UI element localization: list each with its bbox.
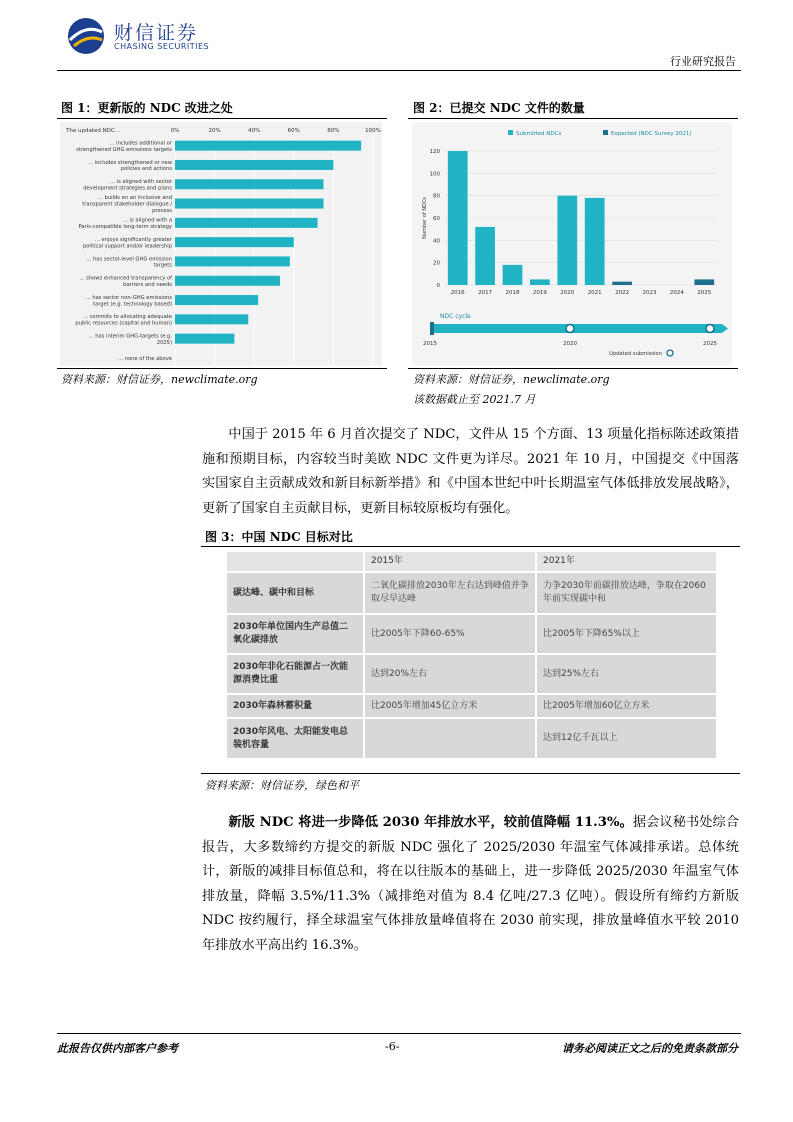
fig2-title: 图 2：已提交 NDC 文件的数量 <box>413 101 585 115</box>
table-row <box>227 572 716 614</box>
fig1-category-label: ... builds on an inclusive and transparent stakeholder dialogue / process <box>82 195 172 214</box>
fig2-legend-label: Expected (NDC Survey 2021) <box>611 131 692 137</box>
brand-logo <box>66 16 106 56</box>
brand-name-en: CHASING SECURITIES <box>114 42 210 51</box>
table-row <box>227 654 716 694</box>
table-cell: 达到25%左右 <box>536 654 716 694</box>
fig1-bottom-rule <box>57 368 387 369</box>
fig2-x-tick: 2021 <box>587 290 602 296</box>
fig2-bar <box>585 198 605 285</box>
fig1-bar <box>175 218 318 228</box>
fig2-y-tick: 60 <box>433 216 440 222</box>
fig1-category-label: ... none of the above <box>118 355 172 362</box>
fig2-y-tick: 20 <box>433 260 440 267</box>
fig2-x-tick: 2019 <box>532 290 547 296</box>
gear-icon <box>706 325 714 333</box>
fig3-source: 资料来源：财信证券，绿色和平 <box>205 779 359 792</box>
fig1-title-rule <box>57 118 387 119</box>
fig2-x-tick: 2024 <box>669 290 684 296</box>
header-rule <box>57 70 741 71</box>
fig1-title: 图 1：更新版的 NDC 改进之处 <box>61 101 233 115</box>
logo-icon <box>66 16 106 56</box>
gear-icon <box>566 325 574 333</box>
fig3-title: 图 3：中国 NDC 目标对比 <box>205 530 353 544</box>
fig2-x-tick: 2022 <box>615 290 630 296</box>
fig2-timeline-tick: 2015 <box>423 341 437 347</box>
table-header-row <box>227 552 716 572</box>
paragraph-2 <box>202 811 739 958</box>
fig2-bottom-rule <box>408 368 738 369</box>
fig3-title-rule <box>201 546 740 547</box>
fig2-legend-swatch <box>508 130 513 135</box>
table-cell: 达到12亿千瓦以上 <box>536 718 716 758</box>
table-header-cell: 2015年 <box>364 552 536 572</box>
table-cell: 比2005年下降65%以上 <box>536 614 716 654</box>
fig2-bar <box>612 282 632 285</box>
fig2-legend-swatch <box>603 130 608 135</box>
fig2-bar <box>557 196 577 285</box>
table-row-label: 2030年非化石能源占一次能源消费比重 <box>227 654 364 694</box>
fig1-x-tick: 100% <box>365 128 381 134</box>
fig2-x-tick: 2020 <box>560 290 575 296</box>
body-paragraph-2 <box>202 811 739 958</box>
paragraph-2-lead: 新版 NDC 将进一步降低 2030 年排放水平，较前值降幅 11.3%。 <box>228 815 633 830</box>
fig2-x-tick: 2023 <box>642 290 657 296</box>
fig2-y-axis-label: Number of NDCs <box>422 197 428 239</box>
body-paragraph-1 <box>202 423 739 521</box>
fig1-x-tick: 20% <box>208 128 221 134</box>
fig2-y-tick: 0 <box>436 283 440 289</box>
fig1-chart <box>60 122 382 366</box>
fig2-bar <box>694 279 714 285</box>
fig2-x-tick: 2016 <box>450 290 465 296</box>
fig2-timeline-start-marker <box>430 322 434 335</box>
fig2-legend-label: Submitted NDCs <box>516 131 562 137</box>
fig1-x-tick: 0% <box>170 128 180 134</box>
table-cell: 二氧化碳排放2030年左右达到峰值并争取尽早达峰 <box>364 572 536 614</box>
fig1-header-label: The updated NDC... <box>66 128 121 134</box>
page-number: -6- <box>385 1040 400 1053</box>
fig1-x-tick: 60% <box>287 128 300 134</box>
footer-rule <box>57 1033 741 1034</box>
fig2-timeline-tick: 2020 <box>563 341 577 347</box>
table-header-cell <box>227 552 364 572</box>
fig1-bar <box>175 179 324 189</box>
fig3-bottom-rule <box>201 773 740 774</box>
fig2-timeline-tick: 2025 <box>703 341 717 347</box>
gear-icon <box>667 350 673 356</box>
fig1-category-label: ... is aligned with sector development strategies and plans <box>83 179 172 192</box>
footer-disclaimer-right: 请务必阅读正文之后的免责条款部分 <box>562 1042 738 1055</box>
fig2-y-tick: 100 <box>429 171 440 178</box>
fig1-source: 资料来源：财信证券，newclimate.org <box>61 373 258 386</box>
fig1-category-label: ... is aligned with a Paris-compatible long-term strategy <box>78 217 172 231</box>
fig2-y-tick: 80 <box>433 193 440 200</box>
fig2-chart-svg <box>412 122 732 366</box>
fig2-timeline-label: NDC cycle <box>440 313 471 320</box>
table-cell: 比2005年增加45亿立方米 <box>364 694 536 718</box>
fig1-category-label: ... has sector non-GHG emissions target (e.g. technology based) <box>85 294 172 308</box>
fig1-bar <box>175 141 361 151</box>
fig2-bar <box>475 227 495 285</box>
table-row <box>227 614 716 654</box>
fig2-note: 该数据截止至 2021.7 月 <box>413 393 536 406</box>
fig1-category-label: ... shows enhanced transparency of barriers and needs <box>79 275 172 288</box>
fig1-bar <box>175 256 290 266</box>
fig1-bar <box>175 295 258 305</box>
table-row-label: 2030年风电、太阳能发电总装机容量 <box>227 718 364 758</box>
fig2-title-rule <box>408 118 738 119</box>
footer-disclaimer-left: 此报告仅供内部客户参考 <box>57 1042 178 1055</box>
table-cell <box>364 718 536 758</box>
fig1-x-tick: 40% <box>248 128 261 134</box>
fig2-chart <box>412 122 732 366</box>
fig1-category-label: ... has interim GHG-targets (e.g. 2025) <box>88 333 172 346</box>
table-row-label: 碳达峰、碳中和目标 <box>227 572 364 614</box>
fig1-bar <box>175 314 248 324</box>
fig1-x-tick: 80% <box>327 128 340 134</box>
table-cell: 达到20%左右 <box>364 654 536 694</box>
table-row <box>227 694 716 718</box>
fig2-x-tick: 2018 <box>505 290 520 296</box>
fig1-category-label: ... commits to allocating adequate public resources (capital and human) <box>75 314 172 327</box>
fig1-bar <box>175 160 333 170</box>
fig2-timeline-bar <box>430 324 722 333</box>
fig2-x-tick: 2025 <box>697 290 712 296</box>
fig2-y-tick: 120 <box>429 149 440 155</box>
brand-name-cn: 财信证券 <box>114 22 199 44</box>
fig2-source: 资料来源：财信证券，newclimate.org <box>413 373 610 386</box>
fig1-bar <box>175 237 294 247</box>
table-row <box>227 718 716 758</box>
fig2-bar <box>530 279 550 285</box>
fig1-category-label: ... includes strengthened or new policies and actions <box>88 159 172 173</box>
table-row-label: 2030年单位国内生产总值二氧化碳排放 <box>227 614 364 654</box>
table-cell: 比2005年增加60亿立方米 <box>536 694 716 718</box>
table-cell: 力争2030年前碳排放达峰，争取在2060年前实现碳中和 <box>536 572 716 614</box>
fig2-bar <box>448 151 468 285</box>
fig2-bar <box>503 265 523 285</box>
fig1-category-label: ... enjoys significantly greater political support and/or leadership <box>82 236 172 250</box>
table-row-label: 2030年森林蓄积量 <box>227 694 364 718</box>
report-type: 行业研究报告 <box>670 55 736 68</box>
fig1-bar <box>175 199 324 209</box>
fig1-bar <box>175 276 280 286</box>
table-header-cell: 2021年 <box>536 552 716 572</box>
table-cell: 比2005年下降60-65% <box>364 614 536 654</box>
fig3-table-wrap <box>227 552 716 758</box>
paragraph-2-text: 据会议秘书处综合报告，大多数缔约方提交的新版 NDC 强化了 2025/2030 年温室气体减排承诺。总体统计，新版的减排目标值总和，将在以往版本的基础上，进一步降低 2025/2030 年温室气体排放量，降幅 3.5%/11.3%（减排绝对值为 8.4 亿吨/27.3 亿吨）。假设所有缔约方新版 NDC 按约履行，择全球温室气体排放量峰值将在 2030 前实现，排放量峰值水平较 2010 年排放水平高出约 16.3%。 <box>202 815 740 953</box>
fig1-chart-svg <box>60 122 382 366</box>
fig1-category-label: ... has sector-level GHG emission targets <box>86 256 172 269</box>
fig2-y-tick: 40 <box>433 238 440 245</box>
fig1-category-label: ... includes additional or strengthened GHG emissions targets <box>76 140 172 153</box>
fig2-timeline-note: Updated submission <box>609 351 662 357</box>
paragraph-1-text: 中国于 2015 年 6 月首次提交了 NDC，文件从 15 个方面、13 项量化指标陈述政策措施和预期目标，内容较当时美欧 NDC 文件更为详尽。2021 年 10 月，中国提交《中国落实国家自主贡献成效和新目标新举措》和《中国本世纪中叶长期温室气体低排放发展战略》，更新了国家自主贡献目标，更新目标较原板均有强化。 <box>202 427 739 516</box>
ndc-comparison-table <box>227 552 716 758</box>
fig1-bar <box>175 334 234 344</box>
fig2-x-tick: 2017 <box>478 290 493 296</box>
